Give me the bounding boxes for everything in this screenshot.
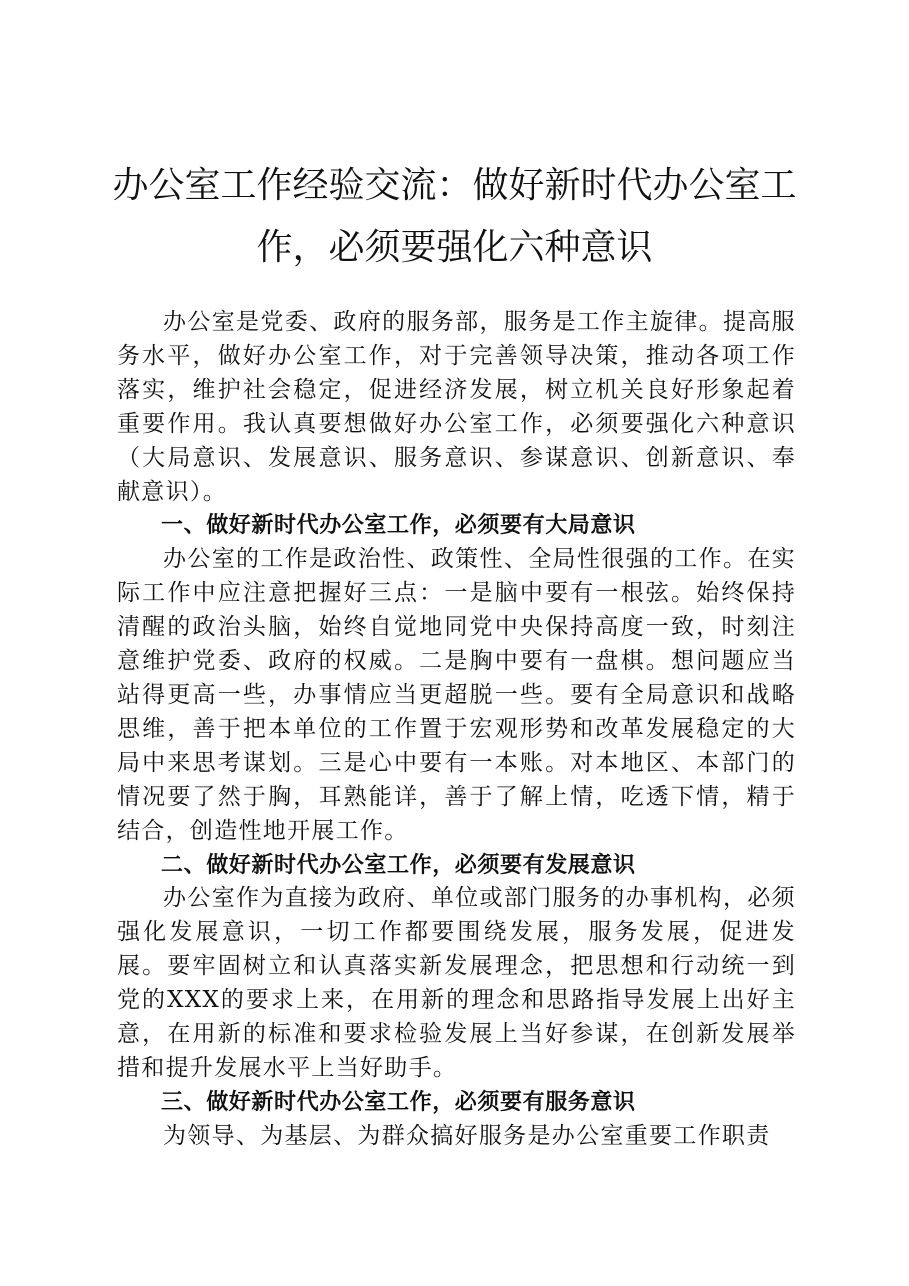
document-title-line-1: 办公室工作经验交流：做好新时代办公室工 (112, 165, 797, 206)
section-2-body: 办公室作为直接为政府、单位或部门服务的办事机构，必须强化发展意识，一切工作都要围绕发展，服务发展，促进发展。要牢固树立和认真落实新发展理念，把思想和行动统一到党的XXX的要求上来，在用新的理念和思路指导发展上出好主意，在用新的标准和要求检验发展上当好参谋，在创新发展举措和提升发展水平上当好助手。 (117, 885, 796, 1081)
section-2-heading: 二、做好新时代办公室工作，必须要有发展意识 (161, 852, 636, 878)
section-3-heading: 三、做好新时代办公室工作，必须要有服务意识 (161, 1089, 636, 1115)
section-1-body: 办公室的工作是政治性、政策性、全局性很强的工作。在实际工作中应注意把握好三点：一是脑中要有一根弦。始终保持清醒的政治头脑，始终自觉地同党中央保持高度一致，时刻注意维护党委、政府的权威。二是胸中要有一盘棋。想问题应当站得更高一些，办事情应当更超脱一些。要有全局意识和战略思维，善于把本单位的工作置于宏观形势和改革发展稳定的大局中来思考谋划。三是心中要有一本账。对本地区、本部门的情况要了然于胸，耳熟能详，善于了解上情，吃透下情，精于结合，创造性地开展工作。 (117, 546, 796, 844)
section-3-body: 为领导、为基层、为群众搞好服务是办公室重要工作职责 (163, 1122, 771, 1149)
document-title-line-2: 作，必须要强化六种意识 (256, 227, 653, 268)
section-1-heading: 一、做好新时代办公室工作，必须要有大局意识 (161, 513, 636, 539)
intro-paragraph: 办公室是党委、政府的服务部，服务是工作主旋律。提高服务水平，做好办公室工作，对于完善领导决策，推动各项工作落实，维护社会稳定，促进经济发展，树立机关良好形象起着重要作用。我认真要想做好办公室工作，必须要强化六种意识（大局意识、发展意识、服务意识、参谋意识、创新意识、奉献意识）。 (117, 309, 796, 505)
document-body (117, 306, 796, 1154)
